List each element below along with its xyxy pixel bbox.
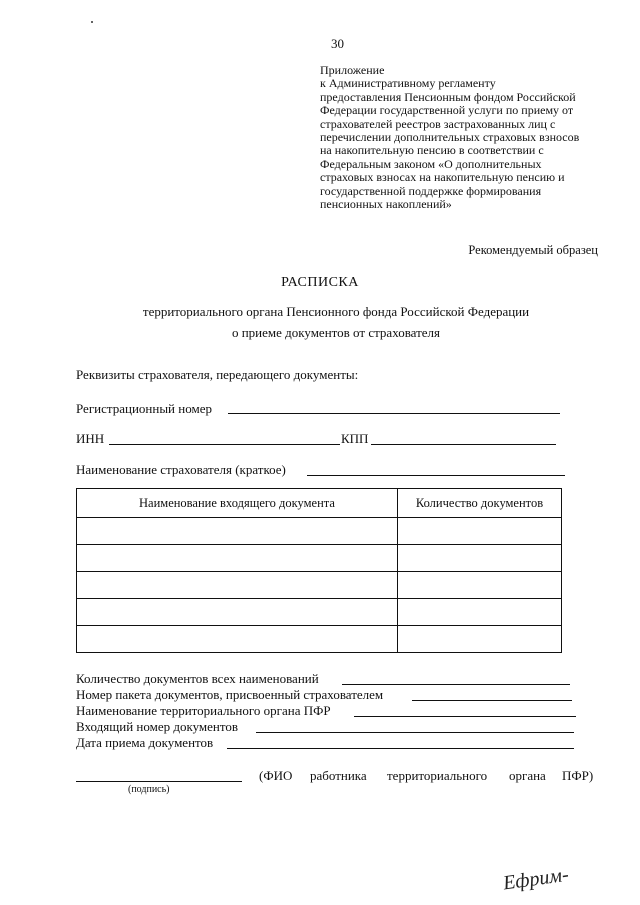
document-name-cell[interactable] [77,626,398,653]
doc-count-field[interactable] [342,684,570,685]
fio-word: территориального [387,768,488,783]
document-subtitle-line2: о приеме документов от страхователя [231,325,441,340]
document-count-cell[interactable] [398,545,562,572]
table-row [77,599,562,626]
table-header-row [77,489,562,518]
header-document-count: Количество документов [398,489,562,518]
doc-count-label: Количество документов всех наименований [76,671,319,686]
document-name-cell[interactable] [77,599,398,626]
kpp-label: КПП [341,431,369,446]
appendix-note: Приложение к Административному регламенту предоставления Пенсионным фондом Российской Федерации государственной услуги по приему от страхователей реестров застрахованных лиц с перечислении дополнительных страховых взносов на накопительную пенсию в соответствии с Федеральным законом «О дополнительных страховых взносах на накопительную пенсию и государственной поддержке формирования пенсионных накоплений» [320,63,580,212]
fio-word: (ФИО [259,768,293,783]
short-name-field[interactable] [307,475,565,476]
document-subtitle-line1: территориального органа Пенсионного фонда Российской Федерации [142,304,530,319]
table-row [77,545,562,572]
receipt-date-label: Дата приема документов [76,735,214,750]
fio-word: ПФР) [562,768,594,783]
pfr-office-field[interactable] [354,716,576,717]
package-number-field[interactable] [412,700,572,701]
signature-caption: (подпись) [128,784,170,795]
signature-line[interactable] [76,781,242,782]
incoming-number-field[interactable] [256,732,574,733]
document-name-cell[interactable] [77,572,398,599]
inn-field[interactable] [109,444,340,445]
document-name-cell[interactable] [77,545,398,572]
requisites-heading: Реквизиты страхователя, передающего документы: [76,367,359,382]
fio-word: органа [509,768,546,783]
incoming-number-label: Входящий номер документов [76,719,239,734]
pfr-office-label: Наименование территориального органа ПФР [76,703,331,718]
table-row [77,518,562,545]
reg-number-field[interactable] [228,413,560,414]
documents-table [76,488,562,653]
receipt-date-field[interactable] [227,748,574,749]
handwritten-signature: Ефрим- [501,863,570,895]
document-count-cell[interactable] [398,518,562,545]
document-title: РАСПИСКА [281,275,359,290]
reg-number-label: Регистрационный номер [76,401,212,416]
page-number: 30 [331,36,344,51]
short-name-label: Наименование страхователя (краткое) [76,462,286,477]
header-document-name: Наименование входящего документа [77,489,398,518]
document-count-cell[interactable] [398,572,562,599]
recommended-sample-label: Рекомендуемый образец [468,243,598,257]
kpp-field[interactable] [371,444,556,445]
package-number-label: Номер пакета документов, присвоенный страхователем [76,687,384,702]
document-count-cell[interactable] [398,599,562,626]
scan-speck [91,21,93,23]
fio-word: работника [310,768,367,783]
document-name-cell[interactable] [77,518,398,545]
table-row [77,626,562,653]
inn-label: ИНН [76,431,105,446]
table-row [77,572,562,599]
document-count-cell[interactable] [398,626,562,653]
